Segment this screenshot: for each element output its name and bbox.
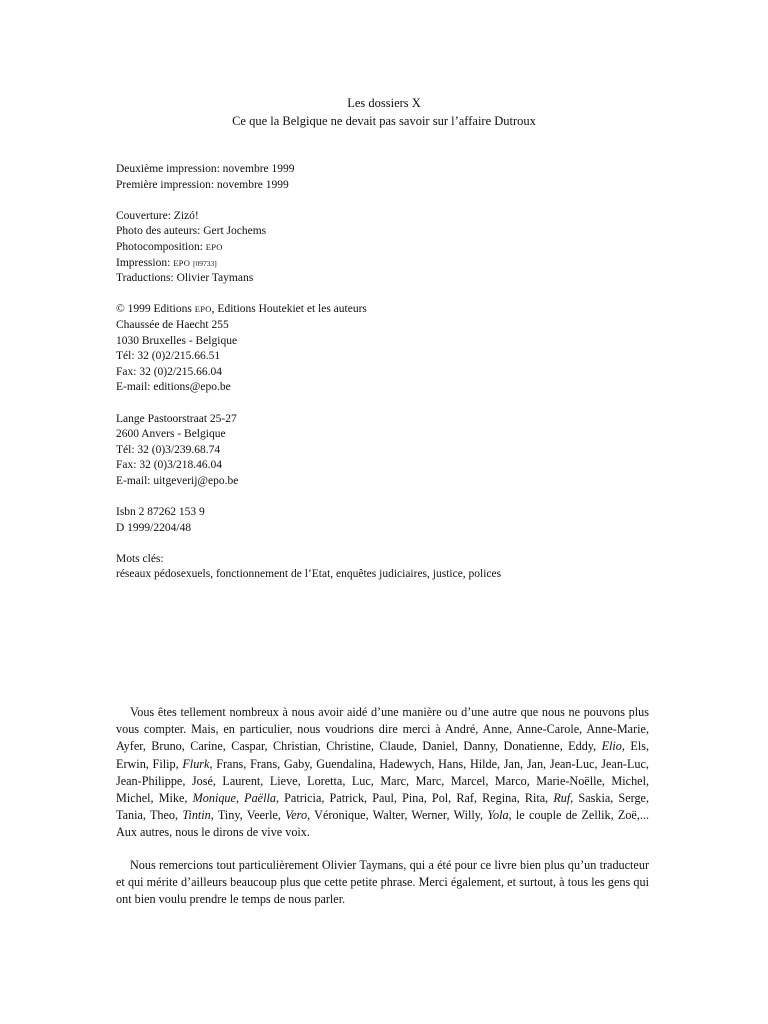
brussels-address-group: [116, 302, 676, 396]
thanks-segment: , Els, Erwin, Filip,: [116, 739, 650, 771]
credits-group: [116, 209, 676, 287]
copyright-epo: EPO: [194, 304, 212, 315]
photocomposition-label: Photocomposition:: [116, 240, 206, 253]
brussels-street: Chaussée de Haecht 255: [116, 318, 229, 331]
antwerp-city: 2600 Anvers - Belgique: [116, 428, 226, 441]
print-value: EPO: [173, 257, 191, 268]
antwerp-fax: Fax: 32 (0)3/218.46.04: [116, 459, 223, 472]
title-block: [0, 94, 768, 130]
keywords-label: Mots clés:: [116, 552, 164, 565]
translation-credit: Traductions: Olivier Taymans: [116, 272, 254, 285]
name-yola: Yola: [487, 808, 509, 823]
photocomposition-value: EPO: [205, 241, 223, 252]
isbn-group: [116, 505, 676, 536]
name-paella: Paëlla: [244, 791, 276, 806]
name-flurk: Flurk: [182, 756, 210, 771]
keywords-list: réseaux pédosexuels, fonctionnement de l’Etat, enquêtes judiciaires, justice, polices: [116, 568, 502, 581]
thanks-segment: , Saskia, Serge, Tania, Theo,: [116, 791, 649, 823]
first-impression: Première impression: novembre 1999: [116, 178, 289, 191]
impressions-group: [116, 162, 676, 193]
thanks-segment: , le couple de Zellik, Zoë,... Aux autres, nous le dirons de vive voix.: [116, 808, 650, 840]
thanks-segment: , Tiny, Veerle,: [210, 808, 286, 823]
antwerp-tel: Tél: 32 (0)3/239.68.74: [116, 443, 221, 456]
brussels-tel: Tél: 32 (0)2/215.66.51: [116, 350, 221, 363]
brussels-fax: Fax: 32 (0)2/215.66.04: [116, 365, 223, 378]
acknowledgements-paragraph-1: [116, 704, 649, 842]
name-vero: Vero: [285, 808, 308, 823]
second-impression: Deuxième impression: novembre 1999: [116, 163, 295, 175]
thanks-text: [116, 704, 649, 842]
name-tintin: Tintin: [182, 808, 211, 823]
acknowledgements-paragraph-2: [116, 857, 649, 909]
thanks-segment: ,: [235, 791, 245, 806]
brussels-city: 1030 Bruxelles - Belgique: [116, 334, 238, 347]
print-credit: [116, 256, 676, 272]
copyright-line: [116, 302, 676, 318]
antwerp-email: E-mail: uitgeverij@epo.be: [116, 474, 239, 487]
copyright-suffix: , Editions Houtekiet et les auteurs: [211, 303, 367, 316]
name-elio: Elio: [601, 739, 622, 754]
legal-deposit: D 1999/2204/48: [116, 521, 192, 534]
special-thanks-text: Nous remercions tout particulièrement Olivier Taymans, qui a été pour ce livre bien plus qu’un traducteur et qui mérite d’ailleurs beaucoup plus que cette petite phrase. Merci également, et surtout, à tous les gens qui ont bien voulu prendre le temps de nous parler.: [116, 858, 649, 907]
thanks-segment: Vous êtes tellement nombreux à nous avoir aidé d’une manière ou d’une autre que nous ne pouvons plus vous compter. Mais, en particulier, nous voudrions dire merci à André, Anne, Anne-Carole, Anne-Marie, Ayfer, Bruno, Carine, Caspar, Christian, Christine, Claude, Daniel, Danny, Donatienne, Eddy,: [116, 705, 649, 754]
copyright-prefix: © 1999 Editions: [116, 303, 195, 316]
antwerp-address-group: [116, 412, 676, 490]
thanks-segment: , Véronique, Walter, Werner, Willy,: [307, 808, 488, 823]
antwerp-street: Lange Pastoorstraat 25-27: [116, 412, 237, 425]
book-subtitle: Ce que la Belgique ne devait pas savoir sur l’affaire Dutroux: [232, 114, 536, 128]
print-label: Impression:: [116, 256, 174, 269]
print-code: [09733]: [193, 258, 217, 268]
cover-credit: Couverture: Zizó!: [116, 209, 199, 222]
brussels-email: E-mail: editions@epo.be: [116, 381, 231, 394]
name-monique: Monique: [192, 791, 236, 806]
thanks-segment: , Patricia, Patrick, Paul, Pina, Pol, Raf, Regina, Rita,: [275, 791, 554, 806]
thanks-segment: , Frans, Frans, Gaby, Guendalina, Hadewych, Hans, Hilde, Jan, Jan, Jean-Luc, Jean-Luc, Jean-Philippe, José, Laurent, Lieve, Loretta, Luc, Marc, Marc, Marcel, Marco, Marie-Noëlle, Michel, Michel, Mike,: [116, 756, 649, 806]
photocomposition-credit: [116, 240, 676, 256]
name-ruf: Ruf: [553, 791, 571, 806]
series-title: Les dossiers X: [347, 96, 421, 110]
keywords-group: [116, 552, 676, 583]
colophon: [116, 162, 676, 599]
photo-credit: Photo des auteurs: Gert Jochems: [116, 225, 267, 238]
isbn-number: Isbn 2 87262 153 9: [116, 506, 205, 519]
